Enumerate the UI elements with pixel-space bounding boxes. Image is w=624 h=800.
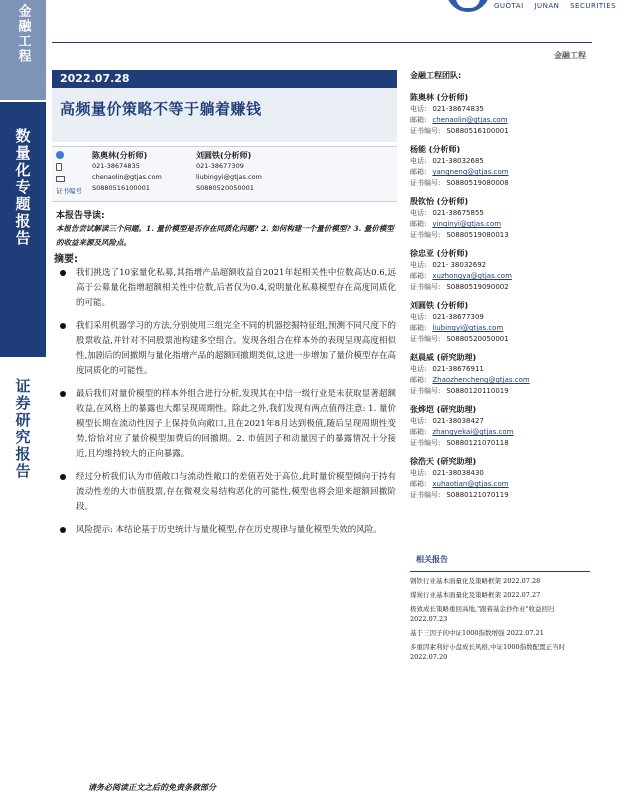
team-member-cert-line	[410, 126, 590, 137]
summary-item: 经过分析我们认为市值敞口与流动性敞口的差值若处于高位,此时量价模型倾向于持有流动性差的大市值股票,存在微观交易结构恶化的可能性,模型也将会迎来超额回撤阶段。	[56, 470, 396, 515]
team-member-cert-line	[410, 282, 590, 293]
team-member-phone-line	[410, 416, 590, 427]
team-member-name: 陈奥林 (分析师)	[410, 93, 469, 102]
team-member-phone-line	[410, 208, 590, 219]
team-heading: 金融工程团队:	[410, 71, 462, 80]
related-report-link[interactable]: 多重因素利好小盘成长风格,中证1000指数配置正当时 2022.07.20	[410, 643, 566, 661]
sidebar-research-label: 证券研究报告	[13, 378, 32, 480]
team-member-phone: 021-38032685	[432, 157, 484, 165]
team-member-phone: 021-38677309	[432, 313, 484, 321]
disclaimer-note: 请务必阅读正文之后的免责条款部分	[88, 782, 216, 792]
team-member	[410, 403, 590, 449]
team-member-phone-line	[410, 156, 590, 167]
summary-item: 我们采用机器学习的方法,分别使用三组完全不同的机器挖掘特征组,预测不同尺度下的股票收益,并针对不同股票池构建多空组合。发现各组合在样本外的表现呈现高度相似性,加剧后的回撤期与量化指增产品的超额回撤期类似,这进一步增加了量价模型存在高度同质化的可能性。	[56, 319, 396, 379]
person-icon	[56, 151, 64, 159]
team-member	[410, 455, 590, 501]
team-member-name: 徐浩天 (研究助理)	[410, 457, 477, 466]
team-member-email-line	[410, 115, 590, 126]
email-label: 邮箱:	[410, 168, 427, 176]
cert-label: 证书编号:	[410, 231, 441, 239]
analyst-column	[92, 150, 162, 194]
email-label: 邮箱:	[410, 324, 427, 332]
email-label: 邮箱:	[410, 116, 427, 124]
team-member-cert-line	[410, 178, 590, 189]
team-member-cert: S0880519090002	[446, 283, 509, 291]
cert-label: 证书编号:	[410, 439, 441, 447]
team-member-email-line	[410, 323, 590, 334]
guide-text: 本报告尝试解读三个问题。1. 量价模型是否存在同质化问题? 2. 如何构建一个量价模型? 3. 量价模型的收益来源及风险点。	[56, 224, 394, 247]
phone-label: 电话:	[410, 469, 427, 477]
team-member-cert: S0880120110019	[446, 387, 509, 395]
email-label: 邮箱:	[410, 480, 427, 488]
mail-icon	[56, 176, 65, 182]
team-member-cert: S0880519080013	[446, 231, 509, 239]
phone-label: 电话:	[410, 105, 427, 113]
report-title: 高频量价策略不等于躺着赚钱	[60, 100, 262, 118]
team-member-name: 殷钦怡 (分析师)	[410, 197, 469, 206]
team-member	[410, 351, 590, 397]
phone-label: 电话:	[410, 157, 427, 165]
logo-word: SECURITIES	[570, 2, 617, 10]
sidebar-category-label: 金融工程	[15, 4, 31, 64]
related-reports	[410, 554, 590, 666]
team-member-email-line	[410, 219, 590, 230]
team-member	[410, 195, 590, 241]
logo-word: GUOTAI	[494, 2, 524, 10]
team-member	[410, 247, 590, 293]
team-member-cert-line	[410, 438, 590, 449]
related-report-link[interactable]: 煤炭行业基本面量化及策略框架 2022.07.27	[410, 591, 541, 599]
team-member-name: 赵晨威 (研究助理)	[410, 353, 477, 362]
analyst-phone: 021-38677309	[196, 162, 244, 170]
team-panel	[410, 70, 590, 507]
team-member-phone-line	[410, 312, 590, 323]
logo-mark-icon	[446, 0, 490, 12]
analyst-name: 刘圆铁(分析师)	[196, 151, 252, 160]
team-member-email[interactable]: liubingyi@gtjas.com	[432, 324, 504, 332]
summary-heading: 摘要:	[54, 254, 78, 265]
summary-item: 风险提示: 本结论基于历史统计与量化模型,存在历史规律与量化模型失效的风险。	[56, 523, 396, 538]
analyst-grid	[52, 146, 397, 202]
team-member-phone: 021-38038427	[432, 417, 484, 425]
team-member-email[interactable]: chenaolin@gtjas.com	[432, 116, 508, 124]
sidebar-category-block	[0, 0, 46, 100]
team-member-email-line	[410, 375, 590, 386]
logo-word: JUNAN	[534, 2, 560, 10]
team-member-name: 杨能 (分析师)	[410, 145, 461, 154]
report-date: 2022.07.28	[52, 70, 397, 88]
related-heading: 相关报告	[416, 555, 448, 564]
related-list	[410, 576, 590, 662]
team-member-phone: 021-38675855	[432, 209, 484, 217]
email-label: 邮箱:	[410, 428, 427, 436]
team-member-phone: 021-38674835	[432, 105, 484, 113]
team-member-email[interactable]: Zhaozhencheng@gtjas.com	[432, 376, 530, 384]
team-member-cert: S0880519080008	[446, 179, 509, 187]
team-member	[410, 91, 590, 137]
team-member-phone: 021- 38032692	[432, 261, 487, 269]
team-member-phone-line	[410, 260, 590, 271]
team-member-phone-line	[410, 104, 590, 115]
team-member	[410, 143, 590, 189]
team-member-cert-line	[410, 334, 590, 345]
left-sidebar	[0, 0, 46, 800]
team-member-phone-line	[410, 468, 590, 479]
team-member-email-line	[410, 167, 590, 178]
team-member	[410, 299, 590, 345]
phone-icon	[56, 163, 62, 171]
guide-heading: 本报告导读:	[56, 211, 105, 221]
team-member-email[interactable]: zhangyekai@gtjas.com	[432, 428, 514, 436]
email-label: 邮箱:	[410, 220, 427, 228]
summary-item: 我们挑选了10家量化私募,其指增产品超额收益自2021年起相关性中位数高达0.6,远高于公募量化指增超额相关性中位数,后者仅为0.4,说明量化私募模型存在高度同质化的可能。	[56, 266, 396, 311]
team-member-cert: S0880121070118	[446, 439, 509, 447]
team-member-email[interactable]: yangneng@gtjas.com	[432, 168, 509, 176]
team-member-cert-line	[410, 490, 590, 501]
related-divider	[410, 571, 590, 572]
title-block	[52, 70, 397, 142]
sidebar-report-type-label: 数量化专题报告	[13, 128, 32, 247]
team-member-name: 张烨垲 (研究助理)	[410, 405, 477, 414]
team-member-phone: 021-38038430	[432, 469, 484, 477]
team-member-phone: 021-38676911	[432, 365, 484, 373]
cert-label: 证书编号:	[410, 283, 441, 291]
team-member-email-line	[410, 427, 590, 438]
cert-label: 证书编号:	[410, 491, 441, 499]
phone-label: 电话:	[410, 209, 427, 217]
sidebar-research-block	[0, 360, 46, 480]
team-member-name: 刘圆铁 (分析师)	[410, 301, 469, 310]
team-member-cert: S0880516100001	[446, 127, 509, 135]
related-report-link[interactable]: 钢铁行业基本面量化及策略框架 2022.07.28	[410, 577, 541, 585]
team-list	[410, 91, 590, 501]
team-member-cert-line	[410, 230, 590, 241]
related-report-link[interactable]: 基于三因子的中证1000指数增强 2022.07.21	[410, 629, 544, 637]
team-member-cert: S0880520050001	[446, 335, 509, 343]
team-member-cert-line	[410, 386, 590, 397]
team-member-email[interactable]: xuhaotian@gtjas.com	[432, 480, 509, 488]
header-divider	[52, 42, 592, 43]
phone-label: 电话:	[410, 261, 427, 269]
team-member-email[interactable]: xuzhongya@gtjas.com	[432, 272, 512, 280]
phone-label: 电话:	[410, 313, 427, 321]
team-member-cert: S0880121070119	[446, 491, 509, 499]
analyst-cert: S0880516100001	[92, 184, 150, 192]
email-label: 邮箱:	[410, 376, 427, 384]
cert-label: 证书编号:	[410, 335, 441, 343]
summary-list	[56, 266, 396, 546]
email-label: 邮箱:	[410, 272, 427, 280]
analyst-email[interactable]: chenaolin@gtjas.com	[92, 173, 162, 181]
sidebar-report-type-block	[0, 102, 46, 357]
analyst-email[interactable]: liubingyi@gtjas.com	[196, 173, 262, 181]
team-member-email-line	[410, 479, 590, 490]
analyst-name: 陈奥林(分析师)	[92, 151, 148, 160]
analyst-grid-icons	[56, 151, 88, 197]
cert-label: 证书编号:	[410, 387, 441, 395]
team-member-email-line	[410, 271, 590, 282]
team-member-email[interactable]: yinqinyi@gtjas.com	[432, 220, 502, 228]
team-member-name: 徐忠亚 (分析师)	[410, 249, 469, 258]
logo-wordmark	[494, 2, 624, 10]
team-member-phone-line	[410, 364, 590, 375]
phone-label: 电话:	[410, 417, 427, 425]
analyst-cert: S0880520050001	[196, 184, 254, 192]
analyst-column	[196, 150, 262, 194]
summary-item: 最后我们对量价模型的样本外组合进行分析,发现其在中信一级行业是未获取显著超额收益,在风格上的暴露也大都呈现周期性。除此之外,我们发现有两点值得注意: 1. 量价模型长期在流动性因子上保持负向敞口,且在2021年8月达到极值,随后呈现周期性变势,恰恰对应了量价模型加费后的回撤期。2. 市值因子和动量因子的暴露情况十分接近,且均维持较大的正向暴露。	[56, 387, 396, 462]
analyst-phone: 021-38674835	[92, 162, 140, 170]
cert-label: 证书编号	[56, 187, 82, 195]
header-category: 金融工程	[554, 51, 586, 60]
cert-label: 证书编号:	[410, 127, 441, 135]
phone-label: 电话:	[410, 365, 427, 373]
related-report-link[interactable]: 极致成长策略重回高地,"跟着基金抄作业"收益回归 2022.07.23	[410, 605, 555, 623]
cert-label: 证书编号:	[410, 179, 441, 187]
company-logo	[440, 0, 617, 16]
